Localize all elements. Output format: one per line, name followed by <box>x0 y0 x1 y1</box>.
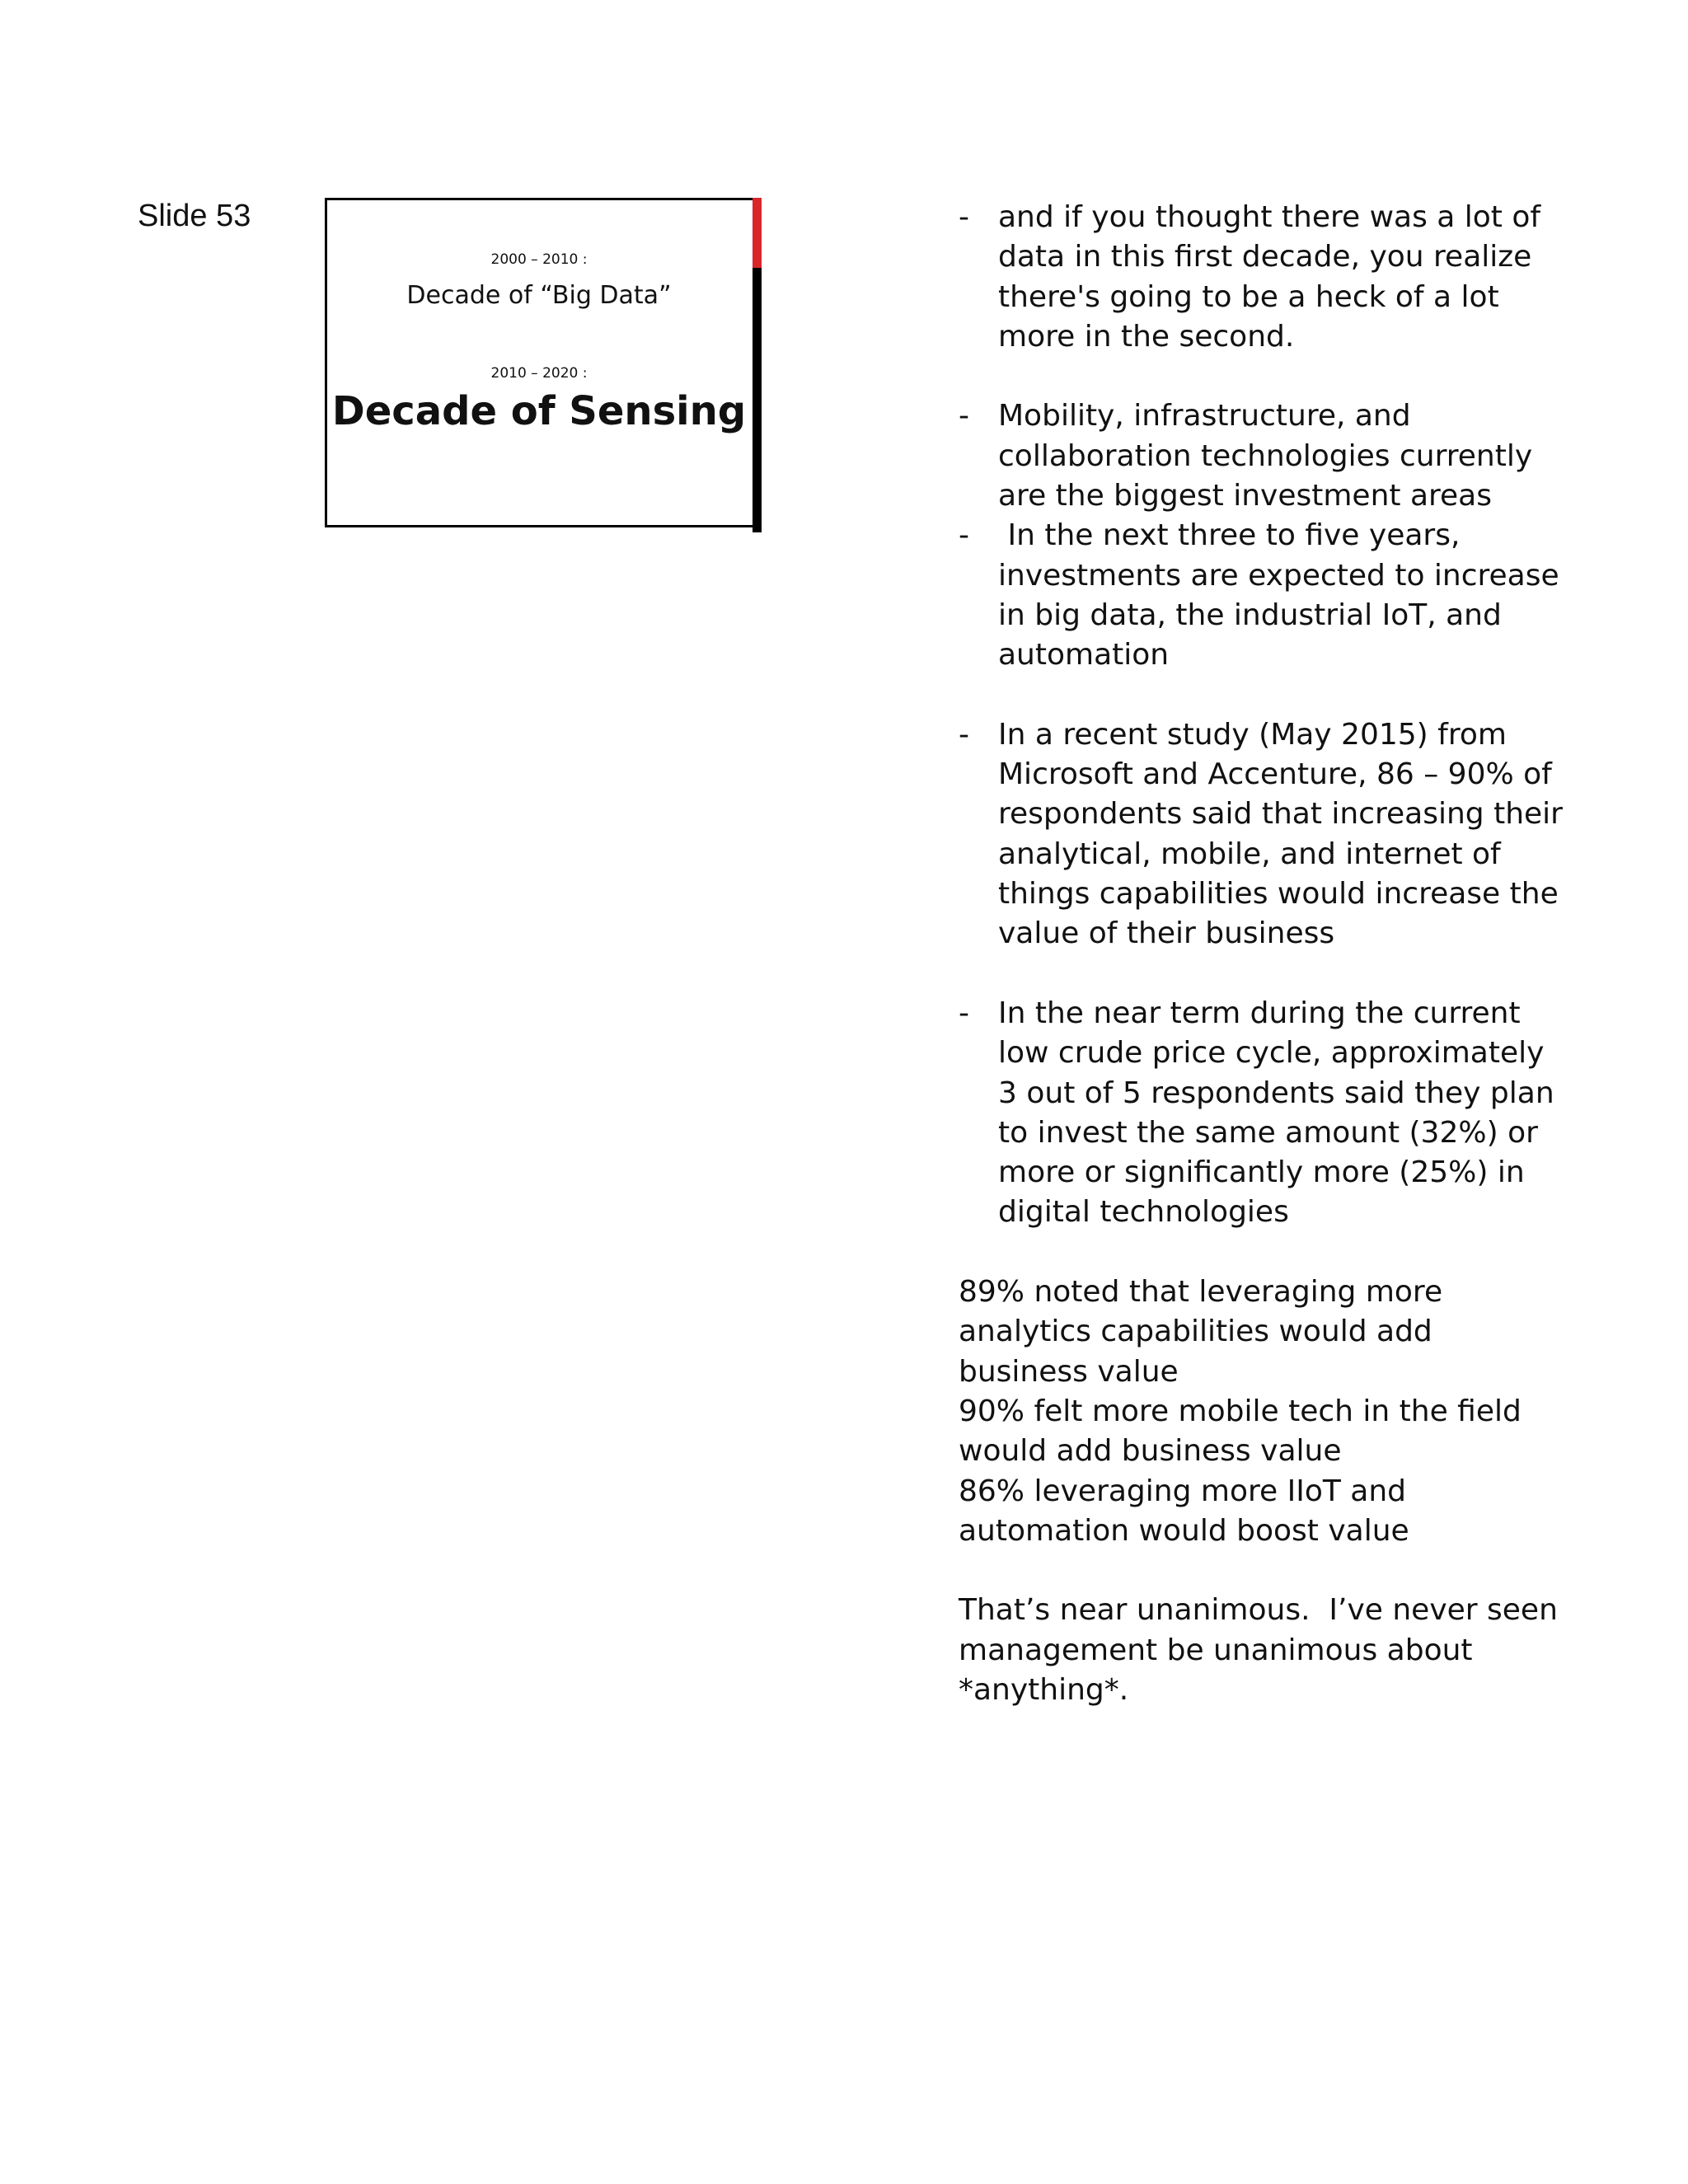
bullet-dash: - <box>959 518 969 553</box>
closing-remark: That’s near unanimous. I’ve never seen management be unanimous about *anything*. <box>959 1593 1568 1707</box>
thumbnail-year-range-1: 2000 – 2010 : <box>490 251 588 268</box>
bullet-text: and if you thought there was a lot of data in this first decade, you realize there's going to be a heck of a lot more in the second. <box>998 200 1541 354</box>
thumbnail-subtitle: Decade of “Big Data” <box>406 281 672 310</box>
notes-bullet-item <box>959 715 1568 954</box>
bullet-dash: - <box>959 200 969 234</box>
stat-line: 89% noted that leveraging more analytics capabilities would add business value <box>959 1275 1443 1389</box>
bullet-dash: - <box>959 717 969 752</box>
bullet-text: Mobility, infrastructure, and collaboration technologies currently are the biggest investment areas <box>998 399 1533 513</box>
thumbnail-year-range-2: 2010 – 2020 : <box>490 365 588 382</box>
notes-bullet-item <box>959 516 1568 675</box>
slide-thumbnail <box>325 198 762 527</box>
stat-line: 86% leveraging more IIoT and automation would boost value <box>959 1474 1409 1548</box>
stat-line: 90% felt more mobile tech in the field would add business value <box>959 1394 1522 1469</box>
slide-number-label: Slide 53 <box>138 199 251 233</box>
notes-bullet-item <box>959 198 1568 357</box>
bullet-text: In a recent study (May 2015) from Microsoft and Accenture, 86 – 90% of respondents said that increasing their analytical, mobile, and internet of things capabilities would increase the value of their business <box>998 717 1563 951</box>
bullet-text: In the next three to five years, investments are expected to increase in big data, the industrial IoT, and automation <box>998 518 1569 673</box>
bullet-dash: - <box>959 996 969 1030</box>
bullet-dash: - <box>959 399 969 434</box>
bullet-text: In the near term during the current low crude price cycle, approximately 3 out of 5 respondents said they plan to invest the same amount (32%) or more or significantly more (25%) in digital technologies <box>998 996 1554 1230</box>
thumbnail-title: Decade of Sensing <box>331 388 747 434</box>
speaker-notes <box>959 198 1568 1710</box>
notes-bullet-item <box>959 396 1568 516</box>
slide-accent-bar <box>753 198 762 268</box>
notes-bullet-item <box>959 994 1568 1233</box>
